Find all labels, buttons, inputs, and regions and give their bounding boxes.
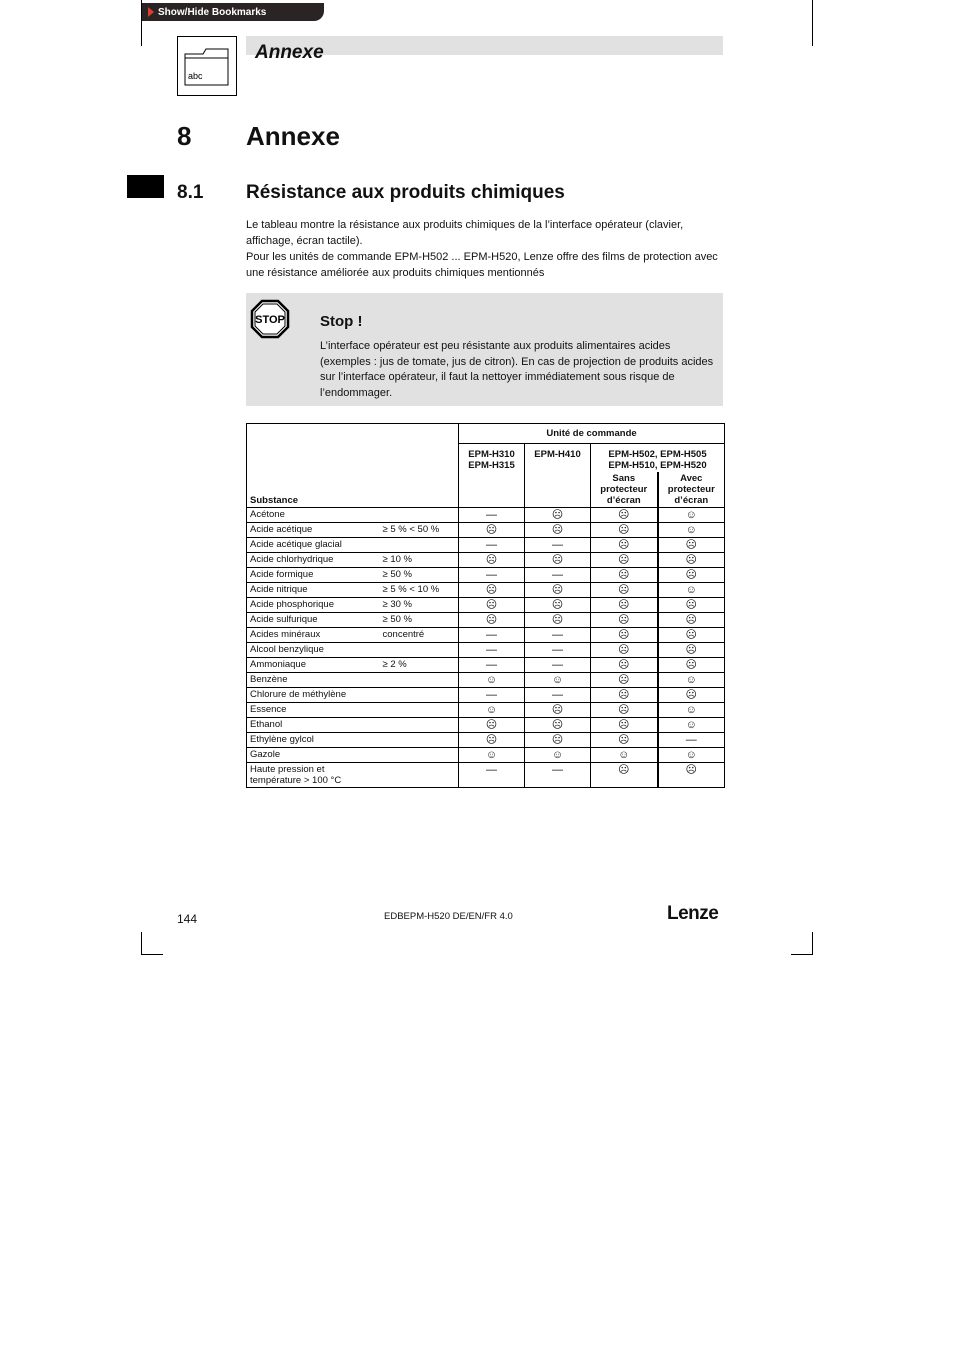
concentration-cell [380,538,459,553]
chapter-title: Annexe [246,121,340,151]
smiley-sad-icon: ☹ [459,733,525,748]
col-header-avec: Avec protecteur d’écran [658,472,725,508]
smiley-sad-icon: ☹ [591,658,658,673]
substance-cell: Ammoniaque [247,658,380,673]
table-row [247,703,725,718]
concentration-cell [380,703,459,718]
table-row [247,523,725,538]
dash-symbol: — [459,658,525,673]
table-row [247,628,725,643]
section-number: 8.1 [177,182,204,203]
smiley-happy-icon: ☺ [658,718,725,733]
concentration-cell [380,643,459,658]
smiley-sad-icon: ☹ [658,658,725,673]
smiley-sad-icon: ☹ [658,538,725,553]
table-row [247,538,725,553]
smiley-happy-icon: ☺ [591,748,658,763]
substance-cell: Acide acétique glacial [247,538,380,553]
table-row [247,613,725,628]
dash-symbol: — [459,688,525,703]
smiley-sad-icon: ☹ [459,583,525,598]
concentration-cell: ≥ 10 % [380,553,459,568]
smiley-sad-icon: ☹ [658,613,725,628]
concentration-cell [380,748,459,763]
stop-sign-icon [250,299,290,344]
substance-cell: Ethylène gylcol [247,733,380,748]
crop-mark [791,954,813,955]
substance-cell: Chlorure de méthylène [247,688,380,703]
smiley-sad-icon: ☹ [591,718,658,733]
table-row [247,553,725,568]
section-title: Résistance aux produits chimiques [246,182,565,203]
substance-cell: Alcool benzylique [247,643,380,658]
stop-sign-text: STOP [255,314,285,326]
smiley-sad-icon: ☹ [591,688,658,703]
smiley-sad-icon: ☹ [591,643,658,658]
smiley-happy-icon: ☺ [525,748,591,763]
smiley-happy-icon: ☺ [658,523,725,538]
dash-symbol: — [525,643,591,658]
smiley-happy-icon: ☺ [658,508,725,523]
smiley-happy-icon: ☺ [658,703,725,718]
smiley-sad-icon: ☹ [525,718,591,733]
smiley-sad-icon: ☹ [591,568,658,583]
smiley-happy-icon: ☺ [459,673,525,688]
smiley-sad-icon: ☹ [525,703,591,718]
intro-paragraph-2: Pour les unités de commande EPM-H502 ... EPM-H520, Lenze offre des films de protection avec une résistance améliorée aux produits chimiques mentionnés [246,251,718,279]
smiley-sad-icon: ☹ [591,628,658,643]
dash-symbol: — [459,508,525,523]
chapter-icon-box [177,36,237,96]
triangle-right-icon [148,7,154,17]
smiley-sad-icon: ☹ [591,703,658,718]
substance-cell: Haute pression et température > 100 °C [247,763,380,788]
smiley-happy-icon: ☺ [459,703,525,718]
smiley-sad-icon: ☹ [658,643,725,658]
crop-mark [812,932,813,955]
crop-mark [141,932,142,955]
smiley-sad-icon: ☹ [525,733,591,748]
crop-mark [141,954,163,955]
dash-symbol: — [459,643,525,658]
smiley-sad-icon: ☹ [591,613,658,628]
stop-title: Stop ! [320,313,363,330]
substance-cell: Benzène [247,673,380,688]
dash-symbol: — [525,688,591,703]
dash-symbol: — [459,568,525,583]
smiley-sad-icon: ☹ [591,553,658,568]
smiley-sad-icon: ☹ [591,538,658,553]
table-row [247,733,725,748]
dash-symbol: — [459,628,525,643]
smiley-sad-icon: ☹ [525,583,591,598]
chemical-resistance-table [246,423,725,788]
table-row [247,598,725,613]
lenze-logo: Lenze [667,903,719,924]
substance-cell: Acides minéraux [247,628,380,643]
crop-mark [141,0,142,46]
substance-cell: Essence [247,703,380,718]
col-header-h5xx: EPM-H502, EPM-H505 EPM-H510, EPM-H520 [591,444,725,473]
substance-cell: Acide acétique [247,523,380,538]
concentration-cell [380,733,459,748]
table-row [247,568,725,583]
smiley-sad-icon: ☹ [591,673,658,688]
smiley-sad-icon: ☹ [525,508,591,523]
smiley-sad-icon: ☹ [459,523,525,538]
table-row [247,508,725,523]
chapter-thumb-mark [127,175,164,198]
dash-symbol: — [525,763,591,788]
smiley-sad-icon: ☹ [658,598,725,613]
smiley-sad-icon: ☹ [658,628,725,643]
concentration-cell: ≥ 50 % [380,568,459,583]
substance-cell: Acétone [247,508,380,523]
dash-symbol: — [525,538,591,553]
table-row [247,763,725,788]
smiley-sad-icon: ☹ [591,523,658,538]
col-header-h410: EPM-H410 [525,444,591,508]
smiley-sad-icon: ☹ [525,613,591,628]
substance-cell: Acide sulfurique [247,613,380,628]
concentration-cell [380,718,459,733]
folder-icon-label: abc [188,71,203,81]
chapter-number: 8 [177,121,192,151]
dash-symbol: — [525,568,591,583]
smiley-sad-icon: ☹ [525,523,591,538]
table-row [247,583,725,598]
smiley-happy-icon: ☺ [658,748,725,763]
header-title: Annexe [255,42,324,63]
concentration-cell [380,508,459,523]
substance-cell: Ethanol [247,718,380,733]
smiley-sad-icon: ☹ [525,598,591,613]
concentration-cell [380,763,459,788]
smiley-sad-icon: ☹ [591,583,658,598]
stop-text: L’interface opérateur est peu résistante aux produits alimentaires acides (exemples : jus de tomate, jus de citron). En cas de projection de produits acides sur l’interface opérateur, il faut la nettoyer immédiatement sous risque de l’endommager. [320,340,714,399]
substance-cell: Acide formique [247,568,380,583]
table-row [247,748,725,763]
table-body [247,508,725,788]
smiley-happy-icon: ☺ [658,583,725,598]
table-row [247,658,725,673]
show-hide-bookmarks-button[interactable] [142,3,324,21]
substance-header: Substance [247,424,459,508]
document-id: EDBEPM-H520 DE/EN/FR 4.0 [384,911,513,922]
concentration-cell: ≥ 5 % < 50 % [380,523,459,538]
dash-symbol: — [459,763,525,788]
page-number: 144 [177,912,198,926]
smiley-sad-icon: ☹ [658,688,725,703]
table-row [247,673,725,688]
col-header-sans: Sans protecteur d’écran [591,472,658,508]
substance-cell: Acide phosphorique [247,598,380,613]
concentration-cell: ≥ 5 % < 10 % [380,583,459,598]
dash-symbol: — [525,658,591,673]
smiley-sad-icon: ☹ [591,733,658,748]
concentration-cell: ≥ 2 % [380,658,459,673]
col-header-h310: EPM-H310 EPM-H315 [459,444,525,508]
smiley-sad-icon: ☹ [459,553,525,568]
smiley-sad-icon: ☹ [459,718,525,733]
dash-symbol: — [459,538,525,553]
smiley-sad-icon: ☹ [591,508,658,523]
table-row [247,718,725,733]
crop-mark [812,0,813,46]
smiley-happy-icon: ☺ [658,673,725,688]
concentration-cell [380,688,459,703]
concentration-cell: ≥ 30 % [380,598,459,613]
substance-cell: Gazole [247,748,380,763]
concentration-cell [380,673,459,688]
smiley-sad-icon: ☹ [459,613,525,628]
smiley-sad-icon: ☹ [525,553,591,568]
dash-symbol: — [525,628,591,643]
table-row [247,643,725,658]
bookmark-label: Show/Hide Bookmarks [158,6,267,18]
smiley-happy-icon: ☺ [525,673,591,688]
substance-cell: Acide chlorhydrique [247,553,380,568]
smiley-sad-icon: ☹ [658,553,725,568]
concentration-cell: concentré [380,628,459,643]
folder-icon [178,37,236,95]
dash-symbol: — [658,733,725,748]
smiley-happy-icon: ☺ [459,748,525,763]
smiley-sad-icon: ☹ [591,598,658,613]
substance-cell: Acide nitrique [247,583,380,598]
smiley-sad-icon: ☹ [658,568,725,583]
smiley-sad-icon: ☹ [459,598,525,613]
smiley-sad-icon: ☹ [591,763,658,788]
group-header: Unité de commande [459,424,725,444]
concentration-cell: ≥ 50 % [380,613,459,628]
intro-paragraph-1: Le tableau montre la résistance aux produits chimiques de la l’interface opérateur (clavier, affichage, écran tactile). [246,219,684,247]
smiley-sad-icon: ☹ [658,763,725,788]
table-row [247,688,725,703]
